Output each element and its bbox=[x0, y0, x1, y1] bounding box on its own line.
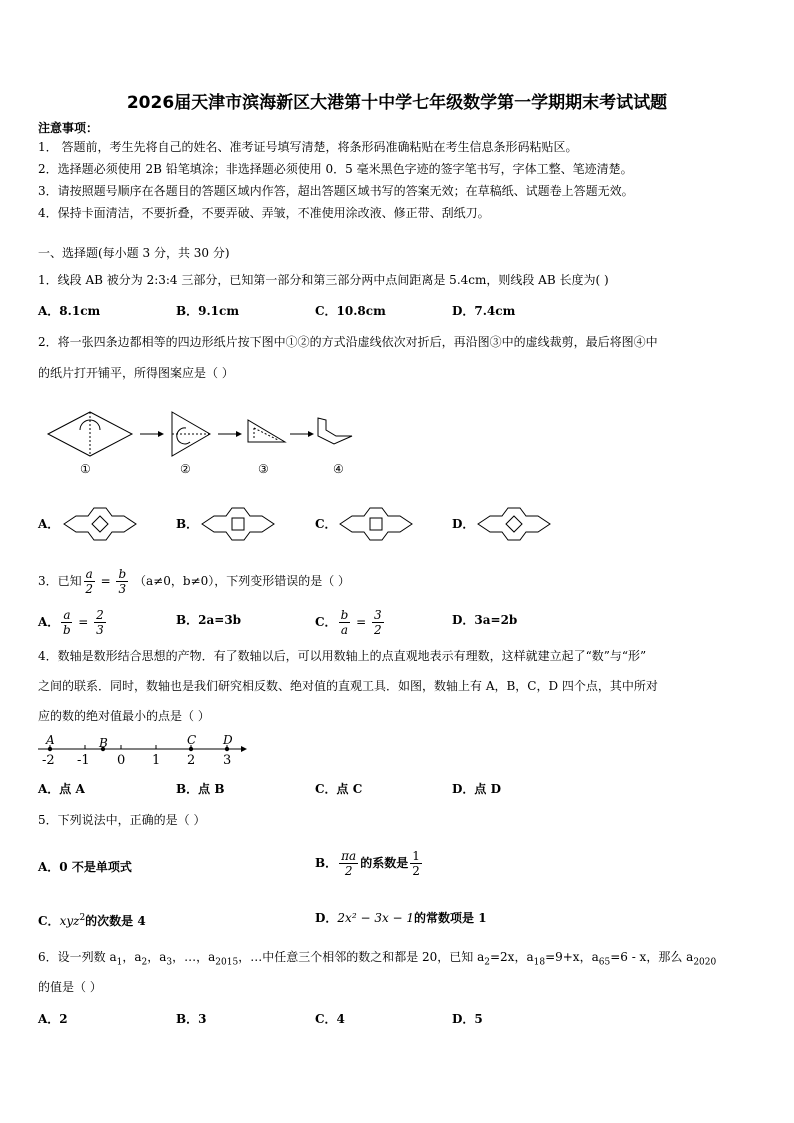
q1-option-a: A．8.1cm bbox=[38, 304, 101, 318]
q5-option-b-label: B． bbox=[315, 856, 338, 870]
q3-frac-1 bbox=[84, 567, 95, 596]
q3-option-d: D．3a=2b bbox=[452, 613, 518, 627]
q6-seg-b: ，…，a bbox=[172, 950, 216, 964]
q4-point-c: C bbox=[187, 733, 197, 747]
q2-step-label-2: ② bbox=[180, 462, 191, 476]
q5-option-a: A．0 不是单项式 bbox=[38, 860, 132, 874]
q4-line-3: 应的数的绝对值最小的点是（ ） bbox=[38, 709, 210, 723]
q6-seg-f: =6 - x，那么 a bbox=[610, 950, 694, 964]
q5-option-d-post: 的常数项是 1 bbox=[414, 911, 487, 925]
q5-option-c-post: 的次数是 4 bbox=[85, 914, 146, 928]
q3-option-a-lhs-den: b bbox=[63, 623, 71, 637]
q5-option-b-num: πa bbox=[341, 849, 357, 863]
q2-option-c: C． bbox=[315, 517, 337, 531]
q4-option-c: C．点 C bbox=[315, 782, 363, 796]
q6-seg-c: ，…中任意三个相邻的数之和都是 20，已知 a bbox=[238, 950, 485, 964]
q3-frac-2-num: b bbox=[118, 567, 127, 581]
q3-option-c-lhs-num: b bbox=[340, 608, 349, 622]
q3-option-c-rhs bbox=[372, 608, 384, 637]
q3-frac-1-den: 2 bbox=[85, 582, 94, 596]
q4-tick-label-2: 2 bbox=[187, 753, 196, 768]
q2-step-label-4: ④ bbox=[333, 462, 344, 476]
q2-option-c-figure bbox=[338, 506, 414, 542]
notice-item-3: 3．请按照题号顺序在各题目的答题区域内作答，超出答题区域书写的答案无效；在草稿纸、试题卷上答题无效。 bbox=[38, 184, 634, 198]
notice-item-2: 2．选择题必须使用 2B 铅笔填涂；非选择题必须使用 0．5 毫米黑色字迹的签字笔书写，字体工整、笔迹清楚。 bbox=[38, 162, 633, 176]
q5-option-b-rhs bbox=[410, 849, 422, 878]
q3-frac-1-num: a bbox=[85, 567, 93, 581]
q3-option-b: B．2a=3b bbox=[176, 613, 242, 627]
q5-option-b bbox=[315, 849, 424, 878]
q6-seg-e: =9+x，a bbox=[545, 950, 599, 964]
q5-option-d-expr: 2x² − 3x − 1 bbox=[337, 911, 415, 925]
q4-line-1: 4．数轴是数形结合思想的产物．有了数轴以后，可以用数轴上的点直观地表示有理数，这样就建立起了“数”与“形” bbox=[38, 649, 647, 663]
q5-option-b-mid: 的系数是 bbox=[360, 856, 409, 870]
q5-option-b-frac bbox=[339, 849, 358, 878]
notice-item-1: 1． 答题前，考生先将自己的姓名、准考证号填写清楚，将条形码准确粘贴在考生信息条形码粘贴区。 bbox=[38, 140, 578, 154]
q3-option-a-rhs-den: 3 bbox=[96, 623, 104, 637]
q2-step-label-3: ③ bbox=[258, 462, 269, 476]
q2-option-a: A． bbox=[38, 517, 60, 531]
q5-option-c-label: C． bbox=[38, 914, 60, 928]
q5-option-c-expr: xyz bbox=[59, 914, 80, 928]
q5-option-d-label: D． bbox=[315, 911, 338, 925]
q3-option-a-rhs-num: 2 bbox=[96, 608, 104, 622]
q4-option-a: A．点 A bbox=[38, 782, 85, 796]
q3-stem: 3．已知 $\frac{a}{2}$ = $\frac{b}{3}$ （a≠0，b≠0），下列变形错误的是（ ） bbox=[38, 567, 351, 596]
q4-tick-label-0: 0 bbox=[117, 753, 126, 768]
q3-prefix: 3．已知 bbox=[38, 574, 82, 588]
q4-tick-label-3: 3 bbox=[223, 753, 232, 768]
q3-option-c-label: C． bbox=[315, 615, 337, 629]
q3-option-a-label: A． bbox=[38, 615, 60, 629]
q2-option-d-figure bbox=[476, 506, 552, 542]
q2-line-1: 2．将一张四条边都相等的四边形纸片按下图中①②的方式沿虚线依次对折后，再沿图③中的虚线裁剪，最后将图④中 bbox=[38, 335, 658, 349]
q3-frac-2-den: 3 bbox=[118, 582, 127, 596]
q5-option-c bbox=[38, 910, 146, 929]
page-title: 2026届天津市滨海新区大港第十中学七年级数学第一学期期末考试试题 bbox=[126, 93, 668, 113]
q2-option-d: D． bbox=[452, 517, 475, 531]
q4-option-d: D．点 D bbox=[452, 782, 501, 796]
q4-option-b: B．点 B bbox=[176, 782, 225, 796]
q5-option-b-rhs-den: 2 bbox=[412, 864, 420, 878]
q3-option-a-rhs bbox=[94, 608, 106, 637]
notice-item-4: 4．保持卡面清洁，不要折叠，不要弄破、弄皱，不准使用涂改液、修正带、刮纸刀。 bbox=[38, 206, 490, 220]
q3-condition: （a≠0，b≠0），下列变形错误的是（ ） bbox=[134, 574, 351, 588]
q2-line-2: 的纸片打开铺平，所得图案应是（ ） bbox=[38, 366, 234, 380]
q6-option-d: D．5 bbox=[452, 1012, 483, 1026]
q6-line-2: 的值是（ ） bbox=[38, 980, 102, 994]
q2-option-b-figure bbox=[200, 506, 276, 542]
q4-tick-label-neg2: -2 bbox=[42, 753, 55, 768]
q3-option-a-lhs-num: a bbox=[63, 608, 71, 622]
q6-seg-a: 6．设一列数 a bbox=[38, 950, 117, 964]
q3-option-c-rhs-den: 2 bbox=[373, 623, 382, 637]
q1-text: 1．线段 AB 被分为 2:3:4 三部分，已知第一部分和第三部分两中点间距离是 5.4cm，则线段 AB 长度为( ) bbox=[38, 273, 609, 287]
q3-option-c-lhs bbox=[339, 608, 351, 637]
q6-line-1: 6．设一列数 $a_1$，$a_2$，$a_3$，…，$a_{2015}$，…中任意三个相邻的数之和都是 20，已知 $a_2=2x$，$a_{18}=9+x$，$a_{65}=6 - x$，那么 $a_{2020}$ bbox=[38, 950, 717, 968]
q4-point-d: D bbox=[223, 733, 233, 747]
q4-point-a: A bbox=[46, 733, 55, 747]
q5-option-d bbox=[315, 910, 487, 926]
q1-option-c: C．10.8cm bbox=[315, 304, 386, 318]
q3-frac-2 bbox=[116, 567, 128, 596]
q3-option-c: C． $\frac{b}{a}$ = $\frac{3}{2}$ bbox=[315, 608, 382, 637]
q1-option-b: B．9.1cm bbox=[176, 304, 240, 318]
q2-option-a-figure bbox=[62, 506, 138, 542]
q6-option-b: B．3 bbox=[176, 1012, 207, 1026]
q2-step-label-1: ① bbox=[80, 462, 91, 476]
q5-option-c-sup: 2 bbox=[79, 913, 86, 923]
q4-point-b: B bbox=[99, 736, 108, 750]
section-heading: 一、选择题(每小题 3 分，共 30 分) bbox=[38, 246, 230, 260]
q5-option-b-rhs-num: 1 bbox=[412, 849, 420, 863]
q6-seg-d: =2x，a bbox=[489, 950, 534, 964]
q5-text: 5．下列说法中，正确的是（ ） bbox=[38, 813, 206, 827]
q6-option-c: C．4 bbox=[315, 1012, 345, 1026]
q4-line-2: 之间的联系．同时，数轴也是我们研究相反数、绝对值的直观工具．如图，数轴上有 A，B，C，D 四个点，其中所对 bbox=[38, 679, 658, 693]
notice-heading: 注意事项： bbox=[38, 121, 99, 135]
q6-option-a: A．2 bbox=[38, 1012, 68, 1026]
q3-option-c-rhs-num: 3 bbox=[373, 608, 382, 622]
q4-tick-label-1: 1 bbox=[152, 753, 161, 768]
q1-option-d: D．7.4cm bbox=[452, 304, 516, 318]
q4-tick-label-neg1: -1 bbox=[77, 753, 90, 768]
q3-option-c-lhs-den: a bbox=[340, 623, 348, 637]
q3-option-a-lhs bbox=[61, 608, 72, 637]
q3-option-a: A． $\frac{a}{b}$ = $\frac{2}{3}$ bbox=[38, 608, 104, 637]
q2-option-b: B． bbox=[176, 517, 199, 531]
q5-option-b-den: 2 bbox=[344, 864, 353, 878]
